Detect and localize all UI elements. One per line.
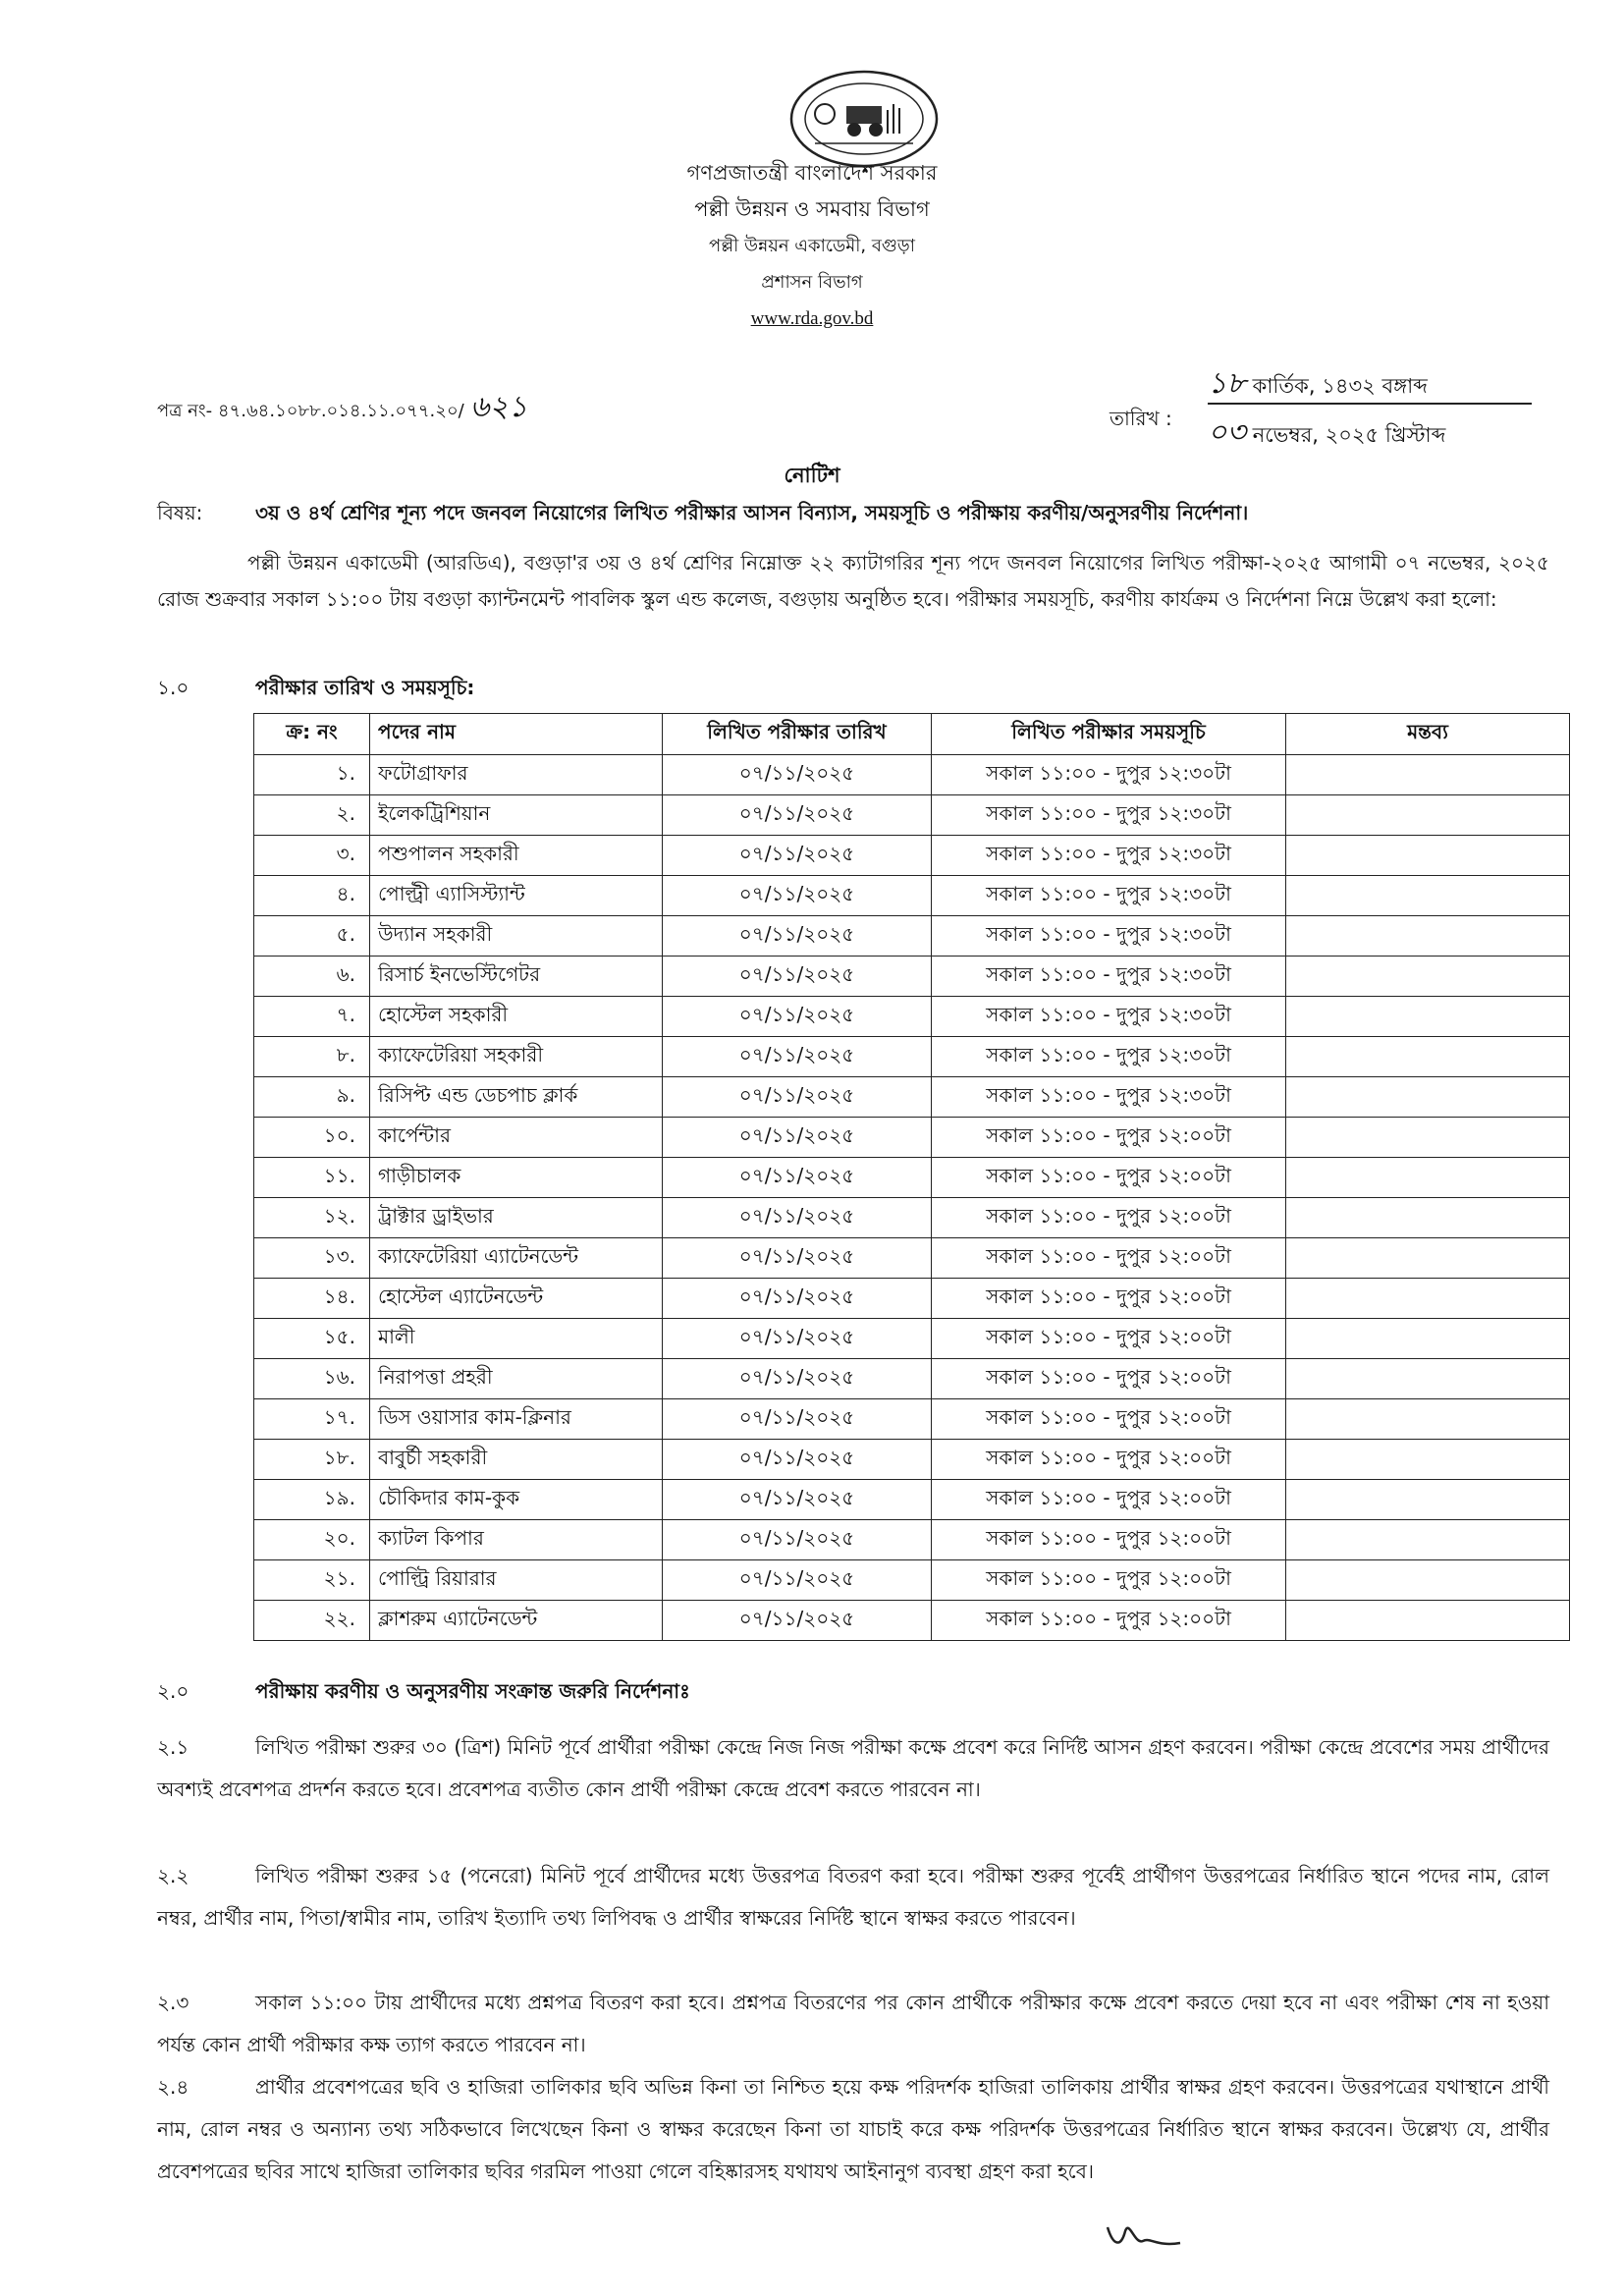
academy-name: পল্লী উন্নয়ন একাডেমী, বগুড়া — [709, 236, 915, 256]
table-row — [254, 1158, 1570, 1198]
instruction-text: লিখিত পরীক্ষা শুরুর ৩০ (ত্রিশ) মিনিট পূর্বে প্রার্থীরা পরীক্ষা কেন্দ্রে নিজ নিজ পরীক্ষা কক্ষে প্রবেশ করে নির্দিষ্ট আসন গ্রহণ করবেন। পরীক্ষা কেন্দ্রে প্রবেশের সময় প্রার্থীদের অবশ্যই প্রবেশপত্র প্রদর্শন করতে হবে। প্রবেশপত্র ব্যতীত কোন প্রার্থী পরীক্ষা কেন্দ্রে প্রবেশ করতে পারবেন না। — [157, 1735, 1549, 1801]
table-row — [254, 1077, 1570, 1118]
table-row — [254, 755, 1570, 795]
cell-serial: ৬. — [254, 957, 370, 997]
cell-post-name: হোস্টেল এ্যাটেনডেন্ট — [370, 1279, 663, 1319]
table-row — [254, 1359, 1570, 1399]
cell-exam-time: সকাল ১১:০০ - দুপুর ১২:০০টা — [932, 1238, 1286, 1279]
cell-post-name: রিসিপ্ট এন্ড ডেচপাচ ক্লার্ক — [370, 1077, 663, 1118]
cell-serial: ১৪. — [254, 1279, 370, 1319]
cell-exam-time: সকাল ১১:০০ - দুপুর ১২:০০টা — [932, 1158, 1286, 1198]
cell-serial: ১১. — [254, 1158, 370, 1198]
cell-serial: ৭. — [254, 997, 370, 1037]
cell-exam-date: ০৭/১১/২০২৫ — [663, 1480, 932, 1520]
cell-remarks — [1286, 1077, 1570, 1118]
cell-exam-date: ০৭/১১/২০২৫ — [663, 1118, 932, 1158]
cell-post-name: হোস্টেল সহকারী — [370, 997, 663, 1037]
cell-exam-time: সকাল ১১:০০ - দুপুর ১২:০০টা — [932, 1520, 1286, 1560]
table-row — [254, 957, 1570, 997]
cell-remarks — [1286, 836, 1570, 876]
subject-text: ৩য় ও ৪র্থ শ্রেণির শূন্য পদে জনবল নিয়োগের লিখিত পরীক্ষার আসন বিন্যাস, সময়সূচি ও পরীক্ষায় করণীয়/অনুসরণীয় নির্দেশনা। — [255, 501, 1249, 524]
cell-remarks — [1286, 997, 1570, 1037]
division-name: পল্লী উন্নয়ন ও সমবায় বিভাগ — [694, 197, 930, 221]
cell-exam-date: ০৭/১১/২০২৫ — [663, 1077, 932, 1118]
table-row — [254, 1279, 1570, 1319]
cell-post-name: ক্লাশরুম এ্যাটেনডেন্ট — [370, 1601, 663, 1641]
cell-serial: ৮. — [254, 1037, 370, 1077]
instruction-text: সকাল ১১:০০ টায় প্রার্থীদের মধ্যে প্রশ্নপত্র বিতরণ করা হবে। প্রশ্নপত্র বিতরণের পর কোন প্রার্থীকে পরীক্ষার কক্ষে প্রবেশ করতে দেয়া হবে না এবং পরীক্ষা শেষ না হওয়া পর্যন্ত কোন প্রার্থী পরীক্ষার কক্ষ ত্যাগ করতে পারবেন না। — [157, 1991, 1549, 2056]
website-link[interactable]: www.rda.gov.bd — [750, 308, 874, 329]
cell-post-name: নিরাপত্তা প্রহরী — [370, 1359, 663, 1399]
cell-exam-date: ০৭/১১/২০২৫ — [663, 795, 932, 836]
cell-exam-date: ০৭/১১/২০২৫ — [663, 1601, 932, 1641]
cell-exam-date: ০৭/১১/২০২৫ — [663, 997, 932, 1037]
memo-handwritten-number: ৬২১ — [469, 390, 528, 424]
instruction-number: ২.৪ — [157, 2075, 189, 2099]
cell-serial: ৪. — [254, 876, 370, 916]
section-1-heading — [157, 674, 474, 706]
cell-exam-time: সকাল ১১:০০ - দুপুর ১২:০০টা — [932, 1198, 1286, 1238]
subject-line — [157, 499, 1248, 531]
cell-serial: ১৮. — [254, 1440, 370, 1480]
cell-remarks — [1286, 1440, 1570, 1480]
cell-remarks — [1286, 795, 1570, 836]
cell-exam-time: সকাল ১১:০০ - দুপুর ১২:০০টা — [932, 1601, 1286, 1641]
section-1-number: ১.০ — [157, 676, 189, 699]
col-header-remarks: মন্তব্য — [1286, 714, 1570, 755]
cell-exam-date: ০৭/১১/২০২৫ — [663, 1399, 932, 1440]
cell-post-name: কার্পেন্টার — [370, 1118, 663, 1158]
table-row — [254, 997, 1570, 1037]
cell-exam-date: ০৭/১১/২০২৫ — [663, 1198, 932, 1238]
cell-exam-date: ০৭/১১/২০২৫ — [663, 1560, 932, 1601]
cell-remarks — [1286, 1480, 1570, 1520]
cell-exam-time: সকাল ১১:০০ - দুপুর ১২:০০টা — [932, 1560, 1286, 1601]
table-row — [254, 1601, 1570, 1641]
table-row — [254, 1118, 1570, 1158]
cell-exam-time: সকাল ১১:০০ - দুপুর ১২:০০টা — [932, 1118, 1286, 1158]
instruction-2-1 — [157, 1726, 1549, 1811]
cell-exam-date: ০৭/১১/২০২৫ — [663, 755, 932, 795]
cell-remarks — [1286, 916, 1570, 957]
section-2-heading — [157, 1677, 690, 1710]
table-row — [254, 836, 1570, 876]
cell-remarks — [1286, 1238, 1570, 1279]
cell-remarks — [1286, 755, 1570, 795]
memo-number — [157, 383, 527, 433]
table-row — [254, 1440, 1570, 1480]
cell-serial: ১২. — [254, 1198, 370, 1238]
cell-remarks — [1286, 876, 1570, 916]
cell-serial: ১৯. — [254, 1480, 370, 1520]
cell-serial: ১৬. — [254, 1359, 370, 1399]
cell-exam-time: সকাল ১১:০০ - দুপুর ১২:৩০টা — [932, 836, 1286, 876]
instruction-number: ২.১ — [157, 1735, 189, 1759]
cell-exam-time: সকাল ১১:০০ - দুপুর ১২:০০টা — [932, 1319, 1286, 1359]
cell-remarks — [1286, 1037, 1570, 1077]
instruction-2-2 — [157, 1855, 1549, 1940]
cell-post-name: ক্যাটল কিপার — [370, 1520, 663, 1560]
cell-post-name: ইলেকট্রিশিয়ান — [370, 795, 663, 836]
cell-post-name: চৌকিদার কাম-কুক — [370, 1480, 663, 1520]
cell-exam-time: সকাল ১১:০০ - দুপুর ১২:৩০টা — [932, 795, 1286, 836]
section-2-number: ২.০ — [157, 1679, 189, 1703]
cell-exam-time: সকাল ১১:০০ - দুপুর ১২:৩০টা — [932, 916, 1286, 957]
table-row — [254, 795, 1570, 836]
cell-remarks — [1286, 1158, 1570, 1198]
cell-exam-time: সকাল ১১:০০ - দুপুর ১২:৩০টা — [932, 1077, 1286, 1118]
cell-remarks — [1286, 1279, 1570, 1319]
table-row — [254, 1319, 1570, 1359]
cell-exam-date: ০৭/১১/২০২৫ — [663, 1440, 932, 1480]
cell-post-name: ডিস ওয়াসার কাম-ক্লিনার — [370, 1399, 663, 1440]
cell-serial: ২১. — [254, 1560, 370, 1601]
cell-exam-date: ০৭/১১/২০২৫ — [663, 1238, 932, 1279]
col-header-post: পদের নাম — [370, 714, 663, 755]
instruction-2-3 — [157, 1982, 1549, 2066]
cell-remarks — [1286, 1359, 1570, 1399]
cell-post-name: মালী — [370, 1319, 663, 1359]
cell-exam-time: সকাল ১১:০০ - দুপুর ১২:০০টা — [932, 1440, 1286, 1480]
instruction-text: প্রার্থীর প্রবেশপত্রের ছবি ও হাজিরা তালিকার ছবি অভিন্ন কিনা তা নিশ্চিত হয়ে কক্ষ পরিদর্শক হাজিরা তালিকায় প্রার্থীর স্বাক্ষর গ্রহণ করবেন। উত্তরপত্রের যথাস্থানে প্রার্থী নাম, রোল নম্বর ও অন্যান্য তথ্য সঠিকভাবে লিখেছেন কিনা ও স্বাক্ষর করেছেন কিনা তা যাচাই করে কক্ষ পরিদর্শক উত্তরপত্রের নির্ধারিত স্থানে স্বাক্ষর করবেন। উল্লেখ্য যে, প্রার্থীর প্রবেশপত্রের ছবির সাথে হাজিরা তালিকার ছবির গরমিল পাওয়া গেলে বহিষ্কারসহ যথাযথ আইনানুগ ব্যবস্থা গ্রহণ করা হবে। — [157, 2075, 1549, 2183]
cell-exam-date: ০৭/১১/২০২৫ — [663, 836, 932, 876]
exam-schedule-table — [253, 713, 1570, 1641]
intro-paragraph — [157, 545, 1549, 618]
section-name: প্রশাসন বিভাগ — [761, 272, 863, 293]
cell-remarks — [1286, 1399, 1570, 1440]
cell-exam-date: ০৭/১১/২০২৫ — [663, 1279, 932, 1319]
cell-serial: ১০. — [254, 1118, 370, 1158]
cell-post-name: পোল্ট্রী এ্যাসিস্ট্যান্ট — [370, 876, 663, 916]
cell-exam-date: ০৭/১১/২০২৫ — [663, 1158, 932, 1198]
cell-exam-time: সকাল ১১:০০ - দুপুর ১২:০০টা — [932, 1359, 1286, 1399]
cell-serial: ১৭. — [254, 1399, 370, 1440]
col-header-date: লিখিত পরীক্ষার তারিখ — [663, 714, 932, 755]
instruction-text: লিখিত পরীক্ষা শুরুর ১৫ (পনেরো) মিনিট পূর্বে প্রার্থীদের মধ্যে উত্তরপত্র বিতরণ করা হবে। পরীক্ষা শুরুর পূর্বেই প্রার্থীগণ উত্তরপত্রের নির্ধারিত স্থানে পদের নাম, রোল নম্বর, প্রার্থীর নাম, পিতা/স্বামীর নাম, তারিখ ইত্যাদি তথ্য লিপিবদ্ধ ও প্রার্থীর স্বাক্ষরের নির্দিষ্ট স্থানে স্বাক্ষর করতে পারবেন। — [157, 1864, 1549, 1930]
bangla-date — [1208, 359, 1532, 405]
cell-post-name: রিসার্চ ইনভেস্টিগেটর — [370, 957, 663, 997]
cell-post-name: গাড়ীচালক — [370, 1158, 663, 1198]
cell-serial: ২২. — [254, 1601, 370, 1641]
cell-exam-time: সকাল ১১:০০ - দুপুর ১২:০০টা — [932, 1480, 1286, 1520]
date-label: তারিখ : — [1110, 407, 1172, 430]
cell-exam-date: ০৭/১১/২০২৫ — [663, 876, 932, 916]
cell-exam-time: সকাল ১১:০০ - দুপুর ১২:৩০টা — [932, 755, 1286, 795]
cell-remarks — [1286, 1601, 1570, 1641]
bangla-month-year: কার্তিক, ১৪৩২ বঙ্গাব্দ — [1252, 374, 1428, 398]
cell-post-name: ফটোগ্রাফার — [370, 755, 663, 795]
cell-post-name: ক্যাফেটেরিয়া এ্যাটেনডেন্ট — [370, 1238, 663, 1279]
bangla-day: ১৮ — [1208, 366, 1246, 401]
cell-serial: ১৫. — [254, 1319, 370, 1359]
cell-remarks — [1286, 1198, 1570, 1238]
cell-remarks — [1286, 1118, 1570, 1158]
cell-exam-time: সকাল ১১:০০ - দুপুর ১২:০০টা — [932, 1279, 1286, 1319]
table-row — [254, 876, 1570, 916]
memo-label: পত্র নং- ৪৭.৬৪.১০৮৮.০১৪.১১.০৭৭.২০/ — [157, 401, 464, 421]
subject-label: বিষয়: — [157, 501, 203, 524]
cell-remarks — [1286, 957, 1570, 997]
col-header-serial: ক্র: নং — [254, 714, 370, 755]
section-1-title: পরীক্ষার তারিখ ও সময়সূচি: — [255, 676, 475, 699]
cell-exam-time: সকাল ১১:০০ - দুপুর ১২:৩০টা — [932, 997, 1286, 1037]
table-row — [254, 1037, 1570, 1077]
cell-exam-date: ০৭/১১/২০২৫ — [663, 957, 932, 997]
cell-exam-time: সকাল ১১:০০ - দুপুর ১২:০০টা — [932, 1399, 1286, 1440]
cell-post-name: পোল্ট্রি রিয়ারার — [370, 1560, 663, 1601]
table-row — [254, 1198, 1570, 1238]
table-row — [254, 1238, 1570, 1279]
english-day: ০৩ — [1208, 415, 1247, 450]
signature-mark — [1100, 2214, 1188, 2259]
intro-text: পল্লী উন্নয়ন একাডেমী (আরডিএ), বগুড়া'র ৩য় ও ৪র্থ শ্রেণির নিম্নোক্ত ২২ ক্যাটাগরির শূন্য পদে জনবল নিয়োগের লিখিত পরীক্ষা-২০২৫ আগামী ০৭ নভেম্বর, ২০২৫ রোজ শুক্রবার সকাল ১১:০০ টায় বগুড়া ক্যান্টনমেন্ট পাবলিক স্কুল এন্ড কলেজ, বগুড়ায় অনুষ্ঠিত হবে। পরীক্ষার সময়সূচি, করণীয় কার্যক্রম ও নির্দেশনা নিম্নে উল্লেখ করা হলো: — [157, 551, 1549, 611]
cell-remarks — [1286, 1560, 1570, 1601]
notice-title: নোটিশ — [784, 464, 840, 487]
cell-serial: ১৩. — [254, 1238, 370, 1279]
cell-serial: ৯. — [254, 1077, 370, 1118]
cell-exam-time: সকাল ১১:০০ - দুপুর ১২:৩০টা — [932, 957, 1286, 997]
cell-exam-date: ০৭/১১/২০২৫ — [663, 1359, 932, 1399]
section-2-title: পরীক্ষায় করণীয় ও অনুসরণীয় সংক্রান্ত জরুরি নির্দেশনাঃ — [255, 1679, 690, 1703]
cell-post-name: ক্যাফেটেরিয়া সহকারী — [370, 1037, 663, 1077]
table-row — [254, 916, 1570, 957]
cell-serial: ৫. — [254, 916, 370, 957]
instruction-number: ২.২ — [157, 1864, 189, 1887]
cell-remarks — [1286, 1520, 1570, 1560]
cell-exam-date: ০৭/১১/২০২৫ — [663, 1520, 932, 1560]
cell-exam-time: সকাল ১১:০০ - দুপুর ১২:৩০টা — [932, 1037, 1286, 1077]
cell-serial: ১. — [254, 755, 370, 795]
instruction-2-4 — [157, 2066, 1549, 2193]
cell-serial: ৩. — [254, 836, 370, 876]
cell-post-name: বাবুর্চী সহকারী — [370, 1440, 663, 1480]
cell-remarks — [1286, 1319, 1570, 1359]
cell-post-name: উদ্যান সহকারী — [370, 916, 663, 957]
cell-exam-date: ০৭/১১/২০২৫ — [663, 1319, 932, 1359]
english-month-year: নভেম্বর, ২০২৫ খ্রিস্টাব্দ — [1252, 423, 1446, 447]
government-name: গণপ্রজাতন্ত্রী বাংলাদেশ সরকার — [686, 161, 938, 185]
cell-exam-date: ০৭/১১/২০২৫ — [663, 916, 932, 957]
col-header-time: লিখিত পরীক্ষার সময়সূচি — [932, 714, 1286, 755]
cell-serial: ২. — [254, 795, 370, 836]
cell-post-name: পশুপালন সহকারী — [370, 836, 663, 876]
table-header-row — [254, 714, 1570, 755]
table-row — [254, 1399, 1570, 1440]
cell-exam-time: সকাল ১১:০০ - দুপুর ১২:৩০টা — [932, 876, 1286, 916]
cell-serial: ২০. — [254, 1520, 370, 1560]
table-row — [254, 1560, 1570, 1601]
table-row — [254, 1520, 1570, 1560]
cell-exam-date: ০৭/১১/২০২৫ — [663, 1037, 932, 1077]
english-date — [1208, 409, 1532, 448]
cell-post-name: ট্রাক্টার ড্রাইভার — [370, 1198, 663, 1238]
table-row — [254, 1480, 1570, 1520]
instruction-number: ২.৩ — [157, 1991, 189, 2014]
